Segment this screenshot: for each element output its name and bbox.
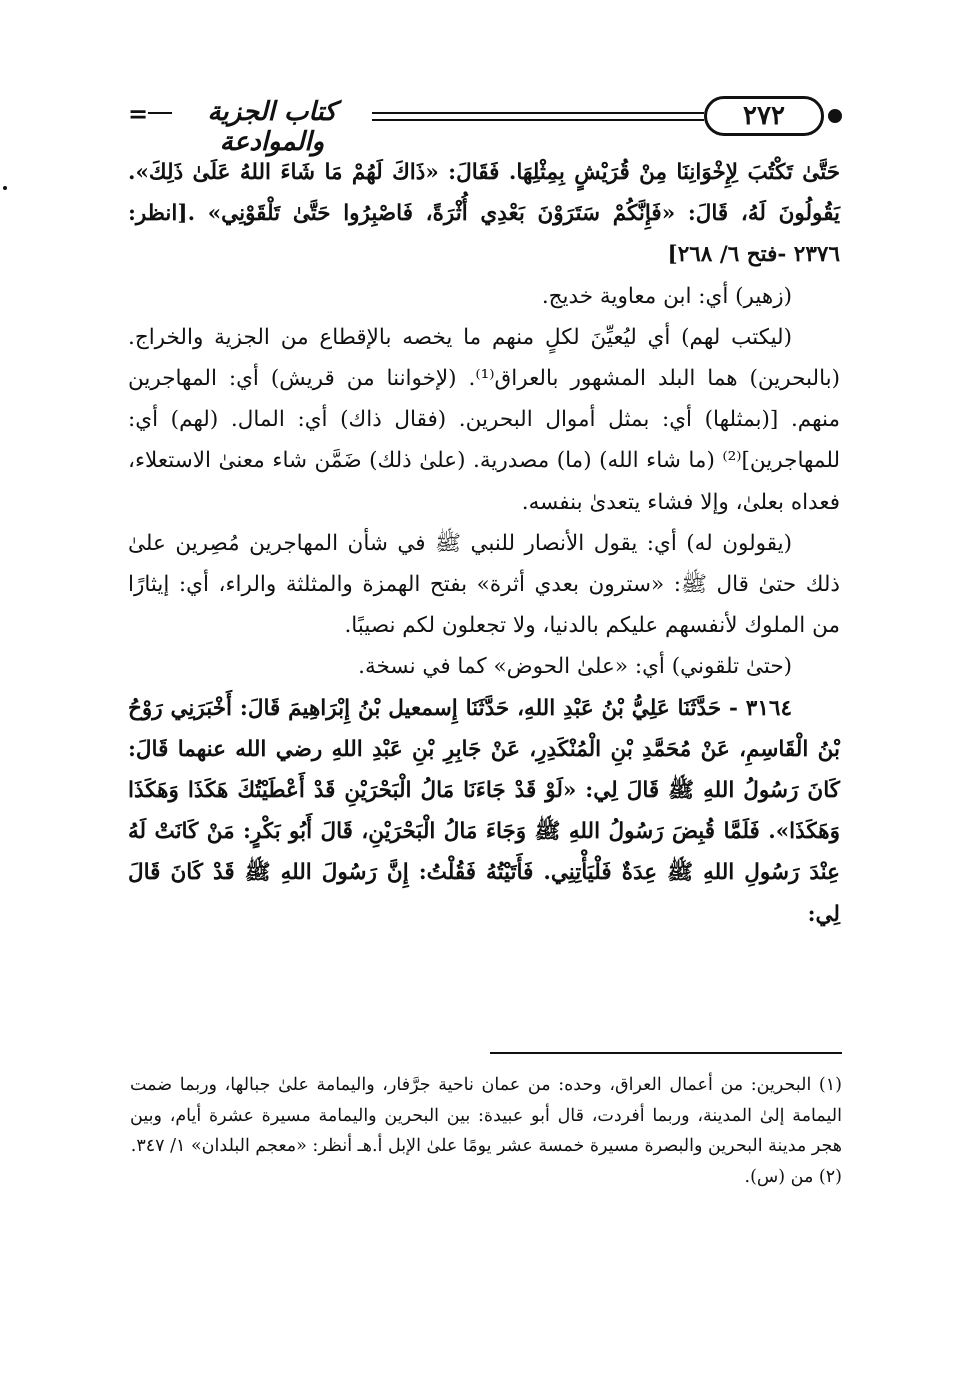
commentary-paragraph: (حتىٰ تلقوني) أي: «علىٰ الحوض» كما في نسخة. — [358, 654, 792, 680]
main-text — [128, 152, 840, 935]
page-number: ٢٧٢ — [704, 96, 824, 136]
header-mark: = — [128, 99, 149, 128]
hadith-text: حَتَّىٰ تَكْتُبَ لِإِخْوَانِنَا مِنْ قُرَيْشٍ بِمِثْلِهَا. فَقَالَ: «ذَاكَ لَهُمْ مَا شَاءَ اللهُ عَلَىٰ ذَلِكَ». يَقُولُونَ لَهُ، قَالَ: «فَإِنَّكُمْ سَتَرَوْنَ بَعْدِي أُثْرَةً، فَاصْبِرُوا حَتَّىٰ تَلْقَوْنِي» .[انظر: ٢٣٧٦ -فتح ٦/ ٢٦٨] — [128, 160, 840, 268]
hadith-text: ٣١٦٤ - حَدَّثَنَا عَلِيُّ بْنُ عَبْدِ اللهِ، حَدَّثَنَا إِسمعيل بْنُ إِبْرَاهِيمَ قَالَ: أَخْبَرَنِي رَوْحُ بْنُ الْقَاسِمِ، عَنْ مُحَمَّدِ بْنِ الْمُنْكَدِرِ، عَنْ جَابِرِ بْنِ عَبْدِ اللهِ رضي الله عنهما قَالَ: كَانَ رَسُولُ اللهِ ﷺ قَالَ لِي: «لَوْ قَدْ جَاءَنَا مَالُ الْبَحْرَيْنِ قَدْ أَعْطَيْتُكَ هَكَذَا وَهَكَذَا وَهَكَذَا». فَلَمَّا قُبِضَ رَسُولُ اللهِ ﷺ وَجَاءَ مَالُ الْبَحْرَيْنِ، قَالَ أَبُو بَكْرٍ: مَنْ كَانَتْ لَهُ عِنْدَ رَسُولِ اللهِ ﷺ عِدَةٌ فَلْيَأْتِنِي. فَأَتَيْتُهُ فَقُلْتُ: إِنَّ رَسُولَ اللهِ ﷺ قَدْ كَانَ قَالَ لِي: — [128, 695, 840, 927]
header-rule — [364, 112, 704, 114]
header-rule — [364, 119, 704, 121]
running-title: كتاب الجزية والموادعة — [172, 97, 372, 157]
commentary-paragraph: (زهير) أي: ابن معاوية خديج. — [541, 283, 792, 309]
footnote-separator — [490, 1052, 842, 1054]
footnote-item: (١) البحرين: من أعمال العراق، وحده: من عمان ناحية جرَّفار، واليمامة علىٰ جبالها، وربما ضمت اليمامة إلىٰ المدينة، وربما أفردت، قال أبو عبيدة: بين البحرين واليمامة مسيرة عشرة أيام، وبين هجر مدينة البحرين والبصرة مسيرة خمسة عشر يومًا علىٰ الإبل أ.هـ أنظر: «معجم البلدان» ١/ ٣٤٧. — [130, 1075, 842, 1156]
ornament-icon — [828, 109, 842, 123]
footnote-item: (٢) من (س). — [744, 1166, 842, 1187]
footnotes — [130, 1070, 842, 1192]
commentary-paragraph: (يقولون له) أي: يقول الأنصار للنبي ﷺ في شأن المهاجرين مُصِرين علىٰ ذلك حتىٰ قال ﷺ: «سترون بعدي أثرة» بفتح الهمزة والمثلثة والراء، أي: إيثارًا من الملوك لأنفسهم عليكم بالدنيا، ولا تجعلون لكم نصيبًا. — [128, 530, 840, 639]
scan-dot — [3, 186, 7, 190]
page-header — [128, 95, 838, 157]
commentary-paragraph: (ليكتب لهم) أي ليُعيِّنَ لكلٍ منهم ما يخصه بالإقطاع من الجزية والخراج. (بالبحرين) هما البلد المشهور بالعراق⁽¹⁾. (لإخواننا من قريش) أي: المهاجرين منهم. [(بمثلها) أي: بمثل أموال البحرين. (فقال ذاك) أي: المال. (لهم) أي: للمهاجرين]⁽²⁾ (ما شاء الله) (ما) مصدرية. (علىٰ ذلك) ضَمَّن شاء معنىٰ الاستعلاء، فعداه بعلىٰ، وإلا فشاء يتعدىٰ بنفسه. — [128, 324, 840, 515]
